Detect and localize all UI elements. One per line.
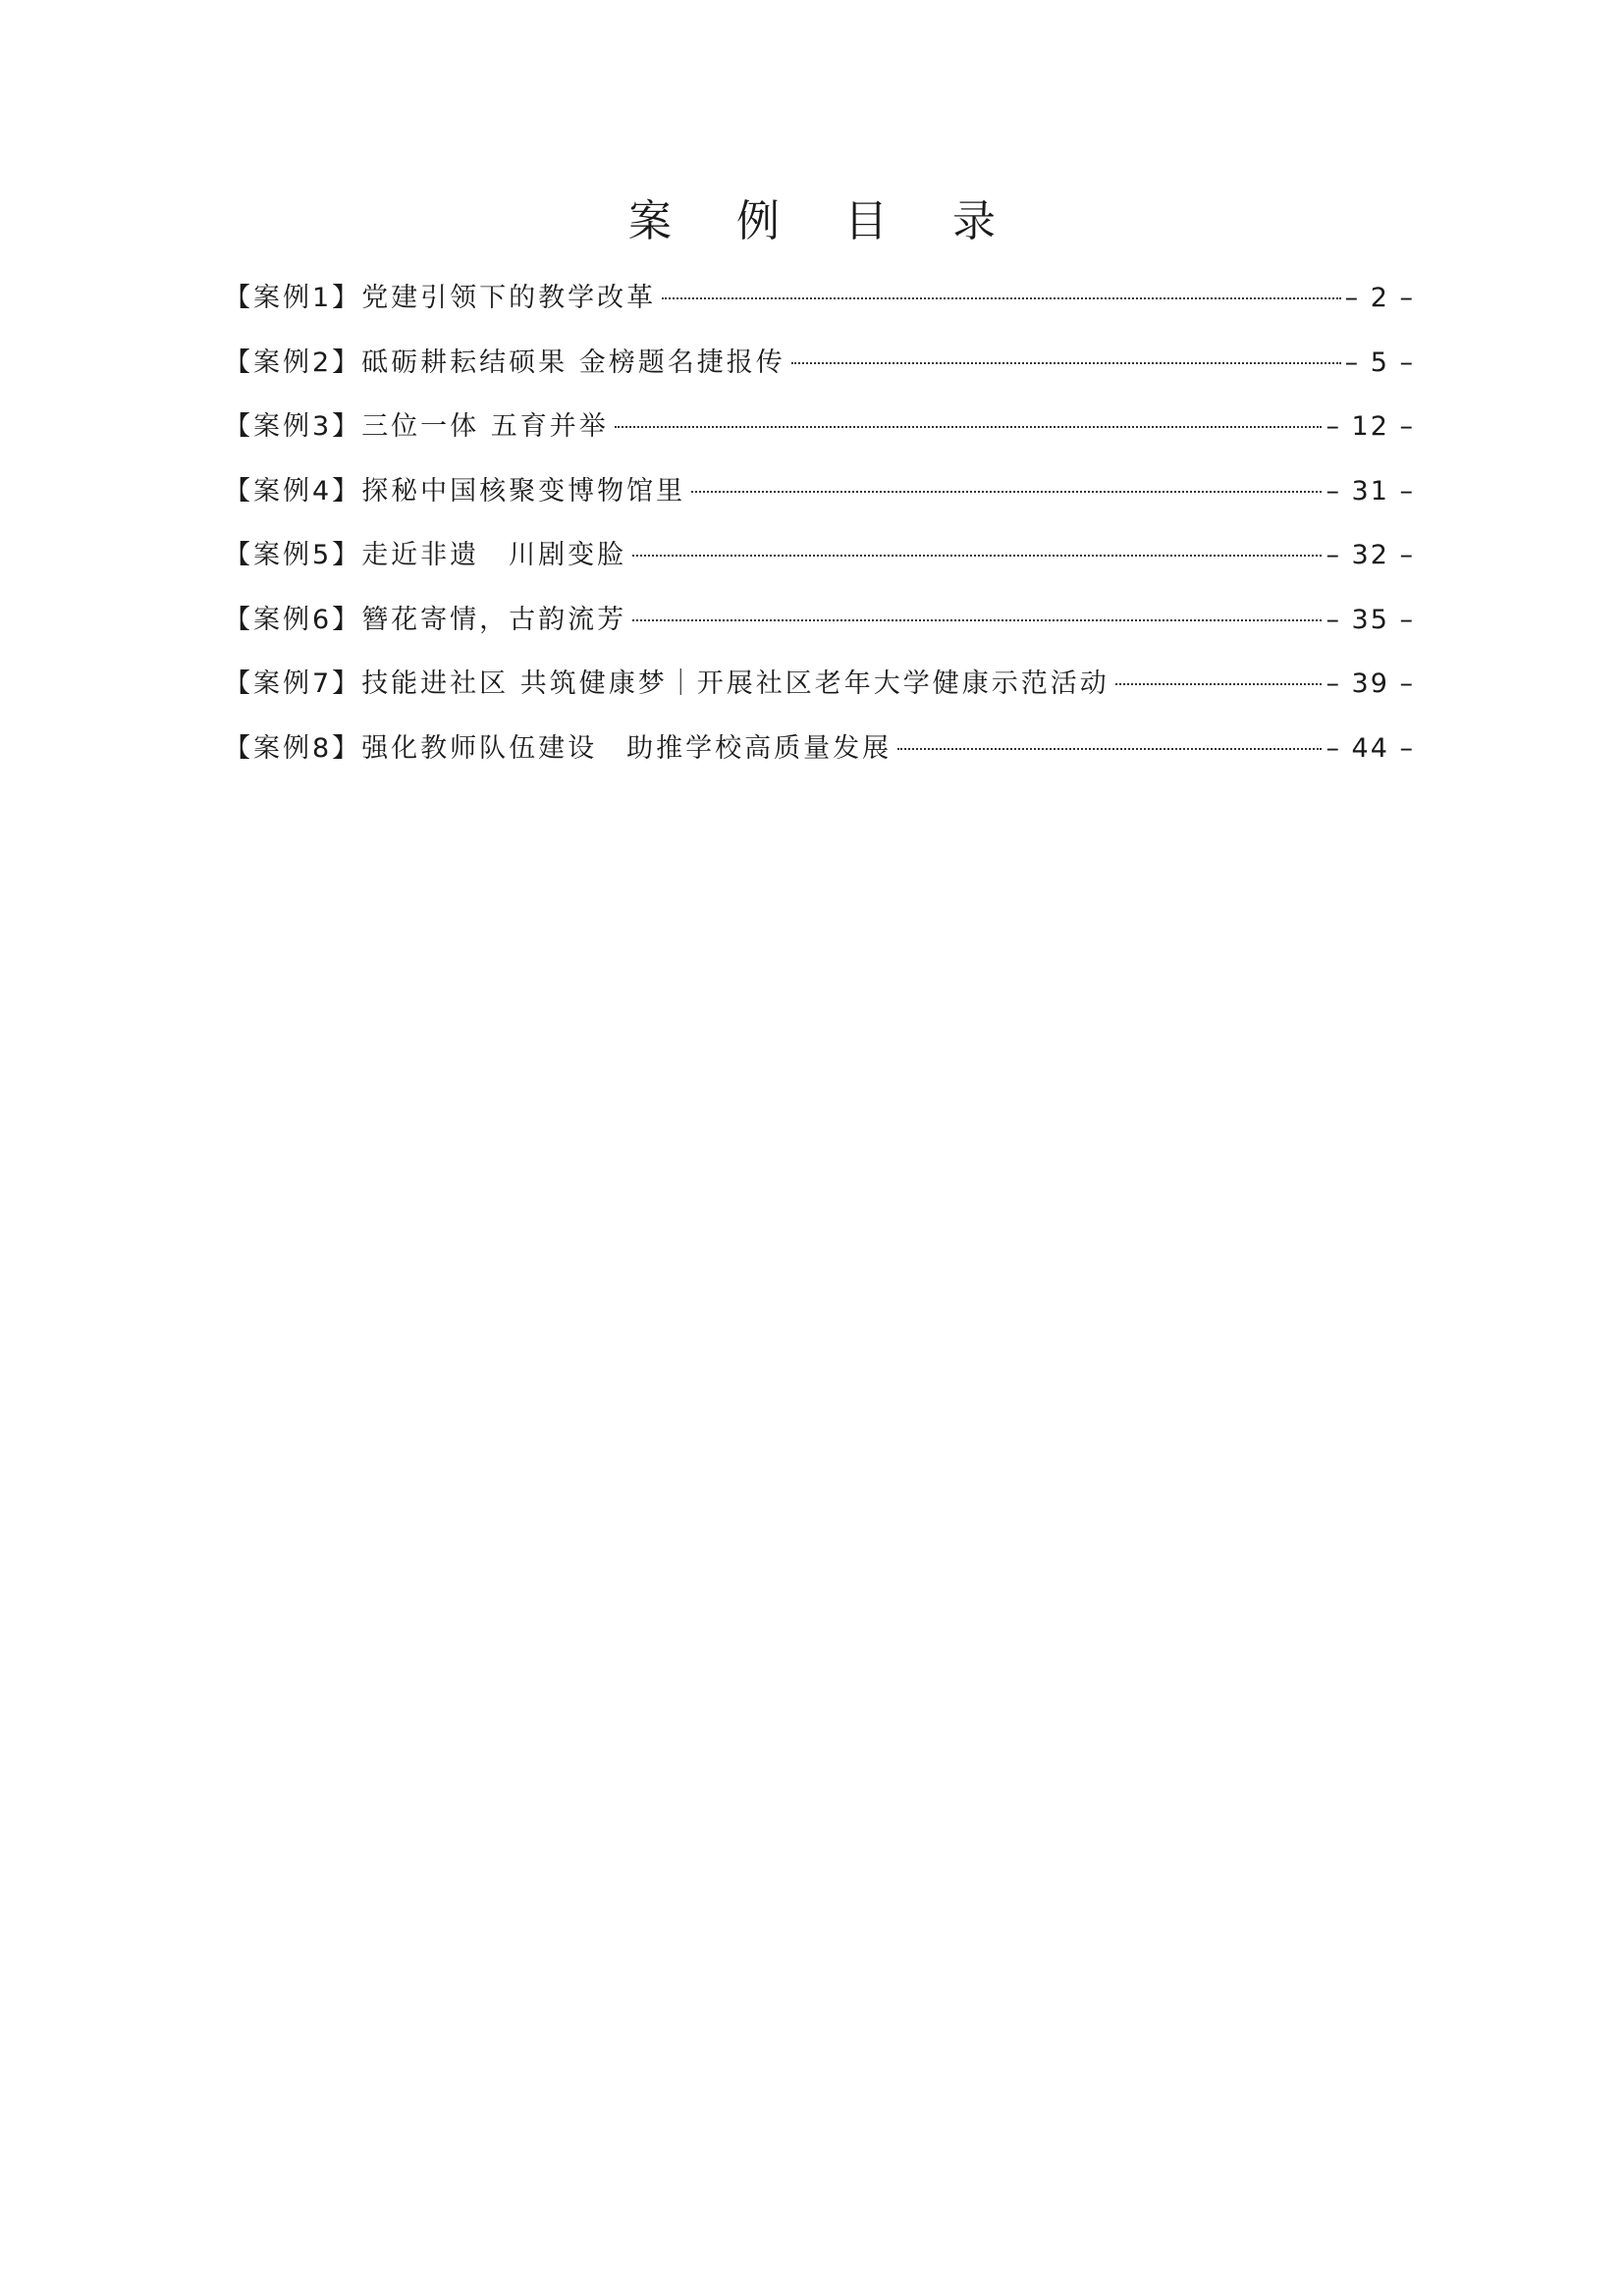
dot-leader bbox=[1115, 683, 1323, 685]
toc-entry-6[interactable] bbox=[224, 595, 1415, 660]
entry-title: 强化教师队伍建设 助推学校高质量发展 bbox=[361, 732, 893, 764]
entry-label: 【案例1】 bbox=[224, 283, 362, 313]
entry-label: 【案例2】 bbox=[224, 347, 362, 378]
entry-page-number: – 31 – bbox=[1326, 475, 1415, 507]
dot-leader bbox=[662, 297, 1340, 299]
entry-title: 走近非遗 川剧变脸 bbox=[361, 540, 627, 570]
entry-page-number: – 2 – bbox=[1344, 283, 1415, 313]
entry-title: 党建引领下的教学改革 bbox=[361, 283, 657, 313]
entry-title: 砥砺耕耘结硕果 金榜题名捷报传 bbox=[361, 347, 785, 378]
entry-label: 【案例6】 bbox=[224, 604, 362, 635]
dot-leader bbox=[615, 426, 1323, 428]
toc-entry-8[interactable] bbox=[224, 723, 1415, 788]
entry-page-number: – 5 – bbox=[1344, 347, 1415, 378]
entry-label: 【案例8】 bbox=[224, 732, 362, 764]
toc-entry-4[interactable] bbox=[224, 466, 1415, 531]
dot-leader bbox=[632, 555, 1322, 557]
dot-leader bbox=[691, 491, 1322, 493]
entry-label: 【案例3】 bbox=[224, 411, 362, 442]
entry-page-number: – 35 – bbox=[1326, 604, 1415, 635]
toc-title: 案 例 目 录 bbox=[628, 196, 1021, 246]
toc-entry-1[interactable] bbox=[224, 273, 1415, 338]
toc-entry-2[interactable] bbox=[224, 338, 1415, 402]
entry-page-number: – 39 – bbox=[1326, 668, 1415, 699]
entry-page-number: – 32 – bbox=[1326, 540, 1415, 570]
entry-label: 【案例4】 bbox=[224, 475, 362, 507]
entry-title: 簪花寄情，古韵流芳 bbox=[361, 604, 627, 635]
dot-leader bbox=[897, 748, 1322, 750]
entry-label: 【案例7】 bbox=[224, 668, 362, 699]
entry-title: 技能进社区 共筑健康梦｜开展社区老年大学健康示范活动 bbox=[361, 668, 1110, 699]
toc-entry-3[interactable] bbox=[224, 401, 1415, 466]
entry-label: 【案例5】 bbox=[224, 540, 362, 570]
entry-page-number: – 44 – bbox=[1326, 732, 1415, 764]
entry-page-number: – 12 – bbox=[1326, 411, 1415, 442]
toc-entry-5[interactable] bbox=[224, 530, 1415, 595]
toc-entry-7[interactable] bbox=[224, 659, 1415, 723]
dot-leader bbox=[632, 619, 1322, 621]
entry-title: 探秘中国核聚变博物馆里 bbox=[361, 475, 686, 507]
dot-leader bbox=[791, 362, 1341, 364]
entry-title: 三位一体 五育并举 bbox=[361, 411, 609, 442]
toc-list bbox=[224, 273, 1415, 787]
